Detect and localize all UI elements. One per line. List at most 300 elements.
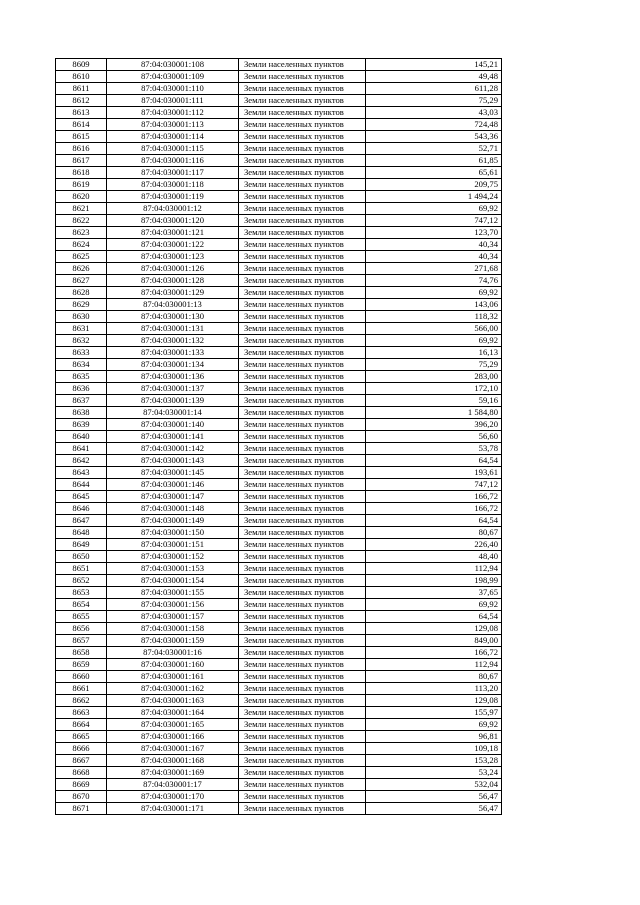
land-category: Земли населенных пунктов xyxy=(239,371,366,383)
cadastral-number: 87:04:030001:149 xyxy=(107,515,239,527)
cadastral-number: 87:04:030001:146 xyxy=(107,479,239,491)
row-number: 8621 xyxy=(56,203,107,215)
land-category: Земли населенных пунктов xyxy=(239,359,366,371)
row-number: 8653 xyxy=(56,587,107,599)
table-row xyxy=(56,611,502,623)
land-category: Земли населенных пунктов xyxy=(239,95,366,107)
cadastral-number: 87:04:030001:160 xyxy=(107,659,239,671)
table-row xyxy=(56,323,502,335)
row-number: 8632 xyxy=(56,335,107,347)
table-row xyxy=(56,359,502,371)
row-number: 8635 xyxy=(56,371,107,383)
area-value: 69,92 xyxy=(366,335,502,347)
row-number: 8652 xyxy=(56,575,107,587)
land-category: Земли населенных пунктов xyxy=(239,131,366,143)
row-number: 8659 xyxy=(56,659,107,671)
cadastral-number: 87:04:030001:109 xyxy=(107,71,239,83)
area-value: 145,21 xyxy=(366,59,502,71)
land-category: Земли населенных пунктов xyxy=(239,659,366,671)
table-row xyxy=(56,227,502,239)
table-row xyxy=(56,503,502,515)
cadastral-number: 87:04:030001:133 xyxy=(107,347,239,359)
area-value: 75,29 xyxy=(366,95,502,107)
row-number: 8667 xyxy=(56,755,107,767)
table-row xyxy=(56,551,502,563)
row-number: 8627 xyxy=(56,275,107,287)
area-value: 143,06 xyxy=(366,299,502,311)
table-row xyxy=(56,275,502,287)
cadastral-number: 87:04:030001:12 xyxy=(107,203,239,215)
area-value: 69,92 xyxy=(366,287,502,299)
cadastral-number: 87:04:030001:157 xyxy=(107,611,239,623)
row-number: 8637 xyxy=(56,395,107,407)
row-number: 8640 xyxy=(56,431,107,443)
land-category: Земли населенных пунктов xyxy=(239,431,366,443)
table-row xyxy=(56,215,502,227)
area-value: 611,28 xyxy=(366,83,502,95)
land-category: Земли населенных пунктов xyxy=(239,791,366,803)
cadastral-number: 87:04:030001:113 xyxy=(107,119,239,131)
row-number: 8645 xyxy=(56,491,107,503)
cadastral-number: 87:04:030001:164 xyxy=(107,707,239,719)
cadastral-number: 87:04:030001:120 xyxy=(107,215,239,227)
area-value: 172,10 xyxy=(366,383,502,395)
row-number: 8633 xyxy=(56,347,107,359)
area-value: 80,67 xyxy=(366,527,502,539)
cadastral-number: 87:04:030001:168 xyxy=(107,755,239,767)
row-number: 8662 xyxy=(56,695,107,707)
row-number: 8661 xyxy=(56,683,107,695)
cadastral-number: 87:04:030001:132 xyxy=(107,335,239,347)
land-category: Земли населенных пунктов xyxy=(239,203,366,215)
area-value: 112,94 xyxy=(366,659,502,671)
row-number: 8649 xyxy=(56,539,107,551)
cadastral-number: 87:04:030001:129 xyxy=(107,287,239,299)
cadastral-number: 87:04:030001:142 xyxy=(107,443,239,455)
area-value: 153,28 xyxy=(366,755,502,767)
land-category: Земли населенных пунктов xyxy=(239,287,366,299)
row-number: 8630 xyxy=(56,311,107,323)
table-row xyxy=(56,803,502,815)
land-category: Земли населенных пунктов xyxy=(239,647,366,659)
cadastral-number: 87:04:030001:112 xyxy=(107,107,239,119)
cadastral-number: 87:04:030001:152 xyxy=(107,551,239,563)
table-row xyxy=(56,395,502,407)
table-body xyxy=(56,59,502,815)
table-row xyxy=(56,131,502,143)
cadastral-number: 87:04:030001:14 xyxy=(107,407,239,419)
cadastral-number: 87:04:030001:136 xyxy=(107,371,239,383)
row-number: 8660 xyxy=(56,671,107,683)
table-row xyxy=(56,287,502,299)
cadastral-number: 87:04:030001:153 xyxy=(107,563,239,575)
area-value: 747,12 xyxy=(366,479,502,491)
area-value: 747,12 xyxy=(366,215,502,227)
land-category: Земли населенных пунктов xyxy=(239,179,366,191)
row-number: 8655 xyxy=(56,611,107,623)
land-category: Земли населенных пунктов xyxy=(239,623,366,635)
cadastral-number: 87:04:030001:151 xyxy=(107,539,239,551)
cadastral-number: 87:04:030001:166 xyxy=(107,731,239,743)
area-value: 65,61 xyxy=(366,167,502,179)
area-value: 43,03 xyxy=(366,107,502,119)
table-row xyxy=(56,695,502,707)
land-category: Земли населенных пунктов xyxy=(239,107,366,119)
area-value: 64,54 xyxy=(366,611,502,623)
table-row xyxy=(56,335,502,347)
row-number: 8609 xyxy=(56,59,107,71)
area-value: 40,34 xyxy=(366,251,502,263)
cadastral-number: 87:04:030001:154 xyxy=(107,575,239,587)
row-number: 8643 xyxy=(56,467,107,479)
area-value: 155,97 xyxy=(366,707,502,719)
table-row xyxy=(56,455,502,467)
land-category: Земли населенных пунктов xyxy=(239,455,366,467)
table-row xyxy=(56,419,502,431)
land-category: Земли населенных пунктов xyxy=(239,767,366,779)
area-value: 49,48 xyxy=(366,71,502,83)
area-value: 53,24 xyxy=(366,767,502,779)
cadastral-number: 87:04:030001:108 xyxy=(107,59,239,71)
table-row xyxy=(56,671,502,683)
land-category: Земли населенных пунктов xyxy=(239,191,366,203)
row-number: 8647 xyxy=(56,515,107,527)
table-row xyxy=(56,155,502,167)
row-number: 8668 xyxy=(56,767,107,779)
table-row xyxy=(56,83,502,95)
cadastral-number: 87:04:030001:128 xyxy=(107,275,239,287)
row-number: 8617 xyxy=(56,155,107,167)
area-value: 56,47 xyxy=(366,791,502,803)
area-value: 118,32 xyxy=(366,311,502,323)
land-category: Земли населенных пунктов xyxy=(239,707,366,719)
land-category: Земли населенных пунктов xyxy=(239,167,366,179)
land-category: Земли населенных пунктов xyxy=(239,803,366,815)
cadastral-number: 87:04:030001:121 xyxy=(107,227,239,239)
table-row xyxy=(56,635,502,647)
cadastral-number: 87:04:030001:13 xyxy=(107,299,239,311)
table-row xyxy=(56,107,502,119)
table-row xyxy=(56,515,502,527)
land-category: Земли населенных пунктов xyxy=(239,119,366,131)
land-category: Земли населенных пунктов xyxy=(239,683,366,695)
table-row xyxy=(56,491,502,503)
cadastral-number: 87:04:030001:122 xyxy=(107,239,239,251)
area-value: 113,20 xyxy=(366,683,502,695)
table-row xyxy=(56,575,502,587)
area-value: 112,94 xyxy=(366,563,502,575)
table-row xyxy=(56,467,502,479)
area-value: 849,00 xyxy=(366,635,502,647)
row-number: 8657 xyxy=(56,635,107,647)
area-value: 56,60 xyxy=(366,431,502,443)
row-number: 8631 xyxy=(56,323,107,335)
land-category: Земли населенных пунктов xyxy=(239,635,366,647)
area-value: 69,92 xyxy=(366,719,502,731)
table-row xyxy=(56,143,502,155)
row-number: 8642 xyxy=(56,455,107,467)
land-category: Земли населенных пунктов xyxy=(239,263,366,275)
land-category: Земли населенных пунктов xyxy=(239,419,366,431)
row-number: 8615 xyxy=(56,131,107,143)
cadastral-number: 87:04:030001:141 xyxy=(107,431,239,443)
cadastral-number: 87:04:030001:16 xyxy=(107,647,239,659)
table-row xyxy=(56,347,502,359)
land-category: Земли населенных пунктов xyxy=(239,335,366,347)
cadastral-number: 87:04:030001:170 xyxy=(107,791,239,803)
row-number: 8610 xyxy=(56,71,107,83)
area-value: 566,00 xyxy=(366,323,502,335)
area-value: 226,40 xyxy=(366,539,502,551)
area-value: 198,99 xyxy=(366,575,502,587)
table-row xyxy=(56,755,502,767)
cadastral-number: 87:04:030001:123 xyxy=(107,251,239,263)
cadastral-number: 87:04:030001:118 xyxy=(107,179,239,191)
area-value: 64,54 xyxy=(366,515,502,527)
row-number: 8636 xyxy=(56,383,107,395)
table-row xyxy=(56,239,502,251)
row-number: 8669 xyxy=(56,779,107,791)
cadastral-number: 87:04:030001:162 xyxy=(107,683,239,695)
land-category: Земли населенных пунктов xyxy=(239,539,366,551)
table-row xyxy=(56,779,502,791)
land-category: Земли населенных пунктов xyxy=(239,299,366,311)
row-number: 8612 xyxy=(56,95,107,107)
land-category: Земли населенных пунктов xyxy=(239,71,366,83)
land-category: Земли населенных пунктов xyxy=(239,695,366,707)
cadastral-number: 87:04:030001:139 xyxy=(107,395,239,407)
row-number: 8651 xyxy=(56,563,107,575)
row-number: 8626 xyxy=(56,263,107,275)
table-row xyxy=(56,587,502,599)
table-row xyxy=(56,623,502,635)
row-number: 8641 xyxy=(56,443,107,455)
area-value: 109,18 xyxy=(366,743,502,755)
cadastral-number: 87:04:030001:155 xyxy=(107,587,239,599)
cadastral-number: 87:04:030001:143 xyxy=(107,455,239,467)
area-value: 40,34 xyxy=(366,239,502,251)
row-number: 8656 xyxy=(56,623,107,635)
land-category: Земли населенных пунктов xyxy=(239,155,366,167)
land-category: Земли населенных пунктов xyxy=(239,323,366,335)
table-row xyxy=(56,791,502,803)
area-value: 724,48 xyxy=(366,119,502,131)
table-row xyxy=(56,191,502,203)
land-category: Земли населенных пунктов xyxy=(239,215,366,227)
cadastral-number: 87:04:030001:159 xyxy=(107,635,239,647)
land-category: Земли населенных пунктов xyxy=(239,143,366,155)
land-category: Земли населенных пунктов xyxy=(239,671,366,683)
land-category: Земли населенных пунктов xyxy=(239,503,366,515)
land-category: Земли населенных пунктов xyxy=(239,59,366,71)
table-row xyxy=(56,527,502,539)
land-category: Земли населенных пунктов xyxy=(239,575,366,587)
land-category: Земли населенных пунктов xyxy=(239,755,366,767)
cadastral-number: 87:04:030001:145 xyxy=(107,467,239,479)
row-number: 8639 xyxy=(56,419,107,431)
area-value: 80,67 xyxy=(366,671,502,683)
cadastral-number: 87:04:030001:148 xyxy=(107,503,239,515)
land-category: Земли населенных пунктов xyxy=(239,587,366,599)
table-row xyxy=(56,311,502,323)
row-number: 8665 xyxy=(56,731,107,743)
area-value: 1 494,24 xyxy=(366,191,502,203)
land-category: Земли населенных пунктов xyxy=(239,347,366,359)
cadastral-number: 87:04:030001:17 xyxy=(107,779,239,791)
area-value: 48,40 xyxy=(366,551,502,563)
row-number: 8628 xyxy=(56,287,107,299)
area-value: 69,92 xyxy=(366,599,502,611)
row-number: 8658 xyxy=(56,647,107,659)
row-number: 8624 xyxy=(56,239,107,251)
table-row xyxy=(56,731,502,743)
land-category: Земли населенных пунктов xyxy=(239,395,366,407)
cadastral-number: 87:04:030001:156 xyxy=(107,599,239,611)
cadastral-number: 87:04:030001:110 xyxy=(107,83,239,95)
table-row xyxy=(56,95,502,107)
cadastral-number: 87:04:030001:167 xyxy=(107,743,239,755)
table-row xyxy=(56,263,502,275)
land-plot-table xyxy=(55,58,502,815)
area-value: 37,65 xyxy=(366,587,502,599)
cadastral-number: 87:04:030001:165 xyxy=(107,719,239,731)
table-row xyxy=(56,683,502,695)
land-category: Земли населенных пунктов xyxy=(239,551,366,563)
cadastral-number: 87:04:030001:117 xyxy=(107,167,239,179)
row-number: 8671 xyxy=(56,803,107,815)
area-value: 56,47 xyxy=(366,803,502,815)
cadastral-number: 87:04:030001:116 xyxy=(107,155,239,167)
area-value: 283,00 xyxy=(366,371,502,383)
table-row xyxy=(56,719,502,731)
land-category: Земли населенных пунктов xyxy=(239,479,366,491)
area-value: 69,92 xyxy=(366,203,502,215)
land-category: Земли населенных пунктов xyxy=(239,743,366,755)
area-value: 271,68 xyxy=(366,263,502,275)
land-category: Земли населенных пунктов xyxy=(239,527,366,539)
area-value: 543,36 xyxy=(366,131,502,143)
land-category: Земли населенных пунктов xyxy=(239,311,366,323)
land-category: Земли населенных пунктов xyxy=(239,563,366,575)
land-category: Земли населенных пунктов xyxy=(239,467,366,479)
row-number: 8623 xyxy=(56,227,107,239)
table-row xyxy=(56,443,502,455)
table-row xyxy=(56,299,502,311)
table-row xyxy=(56,599,502,611)
table-row xyxy=(56,119,502,131)
table-row xyxy=(56,647,502,659)
land-category: Земли населенных пунктов xyxy=(239,779,366,791)
land-category: Земли населенных пунктов xyxy=(239,275,366,287)
area-value: 1 584,80 xyxy=(366,407,502,419)
land-category: Земли населенных пунктов xyxy=(239,515,366,527)
table-row xyxy=(56,707,502,719)
table-row xyxy=(56,563,502,575)
cadastral-number: 87:04:030001:163 xyxy=(107,695,239,707)
area-value: 166,72 xyxy=(366,491,502,503)
table-row xyxy=(56,539,502,551)
table-row xyxy=(56,59,502,71)
cadastral-number: 87:04:030001:130 xyxy=(107,311,239,323)
row-number: 8629 xyxy=(56,299,107,311)
area-value: 166,72 xyxy=(366,647,502,659)
row-number: 8638 xyxy=(56,407,107,419)
row-number: 8666 xyxy=(56,743,107,755)
land-category: Земли населенных пунктов xyxy=(239,599,366,611)
area-value: 96,81 xyxy=(366,731,502,743)
area-value: 64,54 xyxy=(366,455,502,467)
table-row xyxy=(56,371,502,383)
cadastral-number: 87:04:030001:134 xyxy=(107,359,239,371)
area-value: 75,29 xyxy=(366,359,502,371)
land-category: Земли населенных пунктов xyxy=(239,239,366,251)
row-number: 8616 xyxy=(56,143,107,155)
row-number: 8625 xyxy=(56,251,107,263)
row-number: 8650 xyxy=(56,551,107,563)
row-number: 8644 xyxy=(56,479,107,491)
land-category: Земли населенных пунктов xyxy=(239,719,366,731)
table-row xyxy=(56,743,502,755)
row-number: 8618 xyxy=(56,167,107,179)
row-number: 8611 xyxy=(56,83,107,95)
row-number: 8620 xyxy=(56,191,107,203)
cadastral-number: 87:04:030001:147 xyxy=(107,491,239,503)
row-number: 8634 xyxy=(56,359,107,371)
cadastral-number: 87:04:030001:126 xyxy=(107,263,239,275)
land-category: Земли населенных пунктов xyxy=(239,407,366,419)
row-number: 8654 xyxy=(56,599,107,611)
area-value: 396,20 xyxy=(366,419,502,431)
area-value: 123,70 xyxy=(366,227,502,239)
table-row xyxy=(56,659,502,671)
cadastral-number: 87:04:030001:171 xyxy=(107,803,239,815)
table-row xyxy=(56,407,502,419)
row-number: 8648 xyxy=(56,527,107,539)
area-value: 129,08 xyxy=(366,623,502,635)
row-number: 8614 xyxy=(56,119,107,131)
land-category: Земли населенных пунктов xyxy=(239,491,366,503)
cadastral-number: 87:04:030001:111 xyxy=(107,95,239,107)
area-value: 74,76 xyxy=(366,275,502,287)
table-row xyxy=(56,179,502,191)
area-value: 16,13 xyxy=(366,347,502,359)
row-number: 8619 xyxy=(56,179,107,191)
row-number: 8622 xyxy=(56,215,107,227)
area-value: 209,75 xyxy=(366,179,502,191)
area-value: 532,04 xyxy=(366,779,502,791)
table-row xyxy=(56,251,502,263)
cadastral-number: 87:04:030001:114 xyxy=(107,131,239,143)
table-row xyxy=(56,167,502,179)
cadastral-number: 87:04:030001:158 xyxy=(107,623,239,635)
land-category: Земли населенных пунктов xyxy=(239,731,366,743)
cadastral-number: 87:04:030001:119 xyxy=(107,191,239,203)
land-category: Земли населенных пунктов xyxy=(239,383,366,395)
land-category: Земли населенных пунктов xyxy=(239,251,366,263)
cadastral-number: 87:04:030001:161 xyxy=(107,671,239,683)
table-row xyxy=(56,383,502,395)
area-value: 193,61 xyxy=(366,467,502,479)
row-number: 8613 xyxy=(56,107,107,119)
table-row xyxy=(56,431,502,443)
area-value: 129,08 xyxy=(366,695,502,707)
cadastral-number: 87:04:030001:150 xyxy=(107,527,239,539)
cadastral-number: 87:04:030001:115 xyxy=(107,143,239,155)
area-value: 59,16 xyxy=(366,395,502,407)
land-plot-register xyxy=(55,58,502,815)
area-value: 52,71 xyxy=(366,143,502,155)
table-row xyxy=(56,203,502,215)
